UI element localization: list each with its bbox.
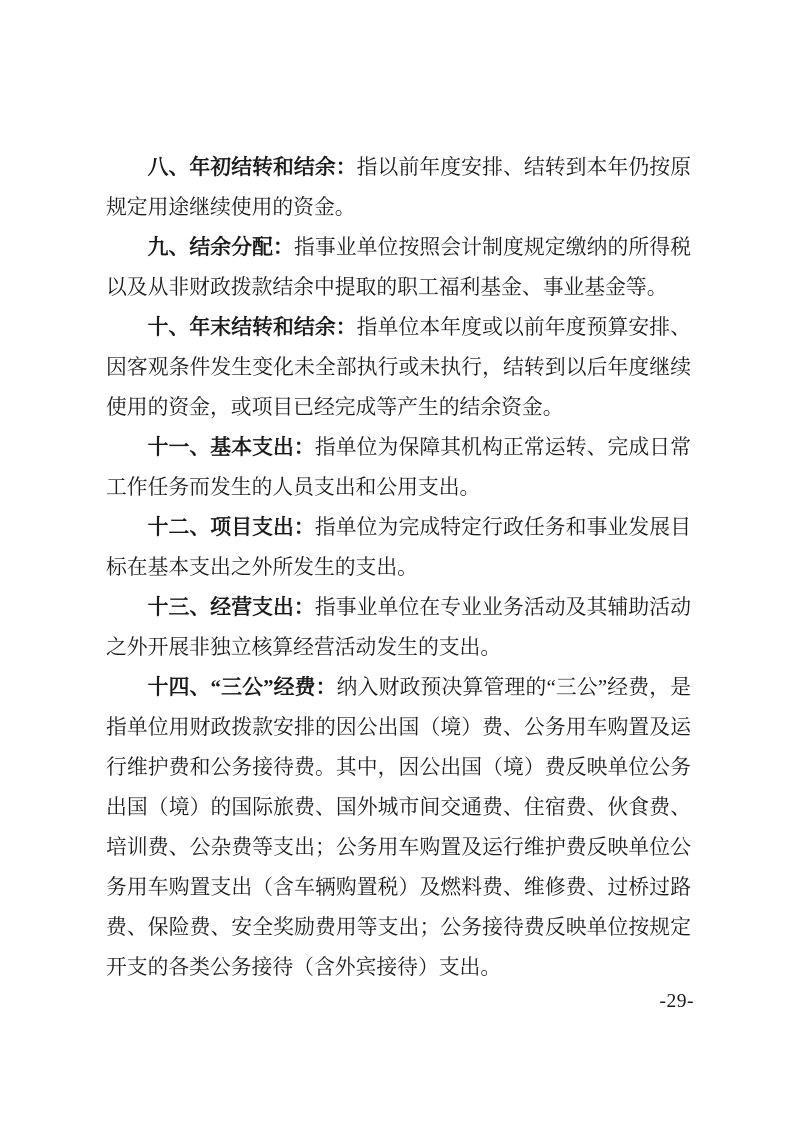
definition-paragraph [106,428,691,508]
document-body [106,148,691,988]
definition-paragraph [106,668,691,988]
definition-text: 指单位为完成特定行政任务和事业发展目标在基本支出之外所发生的支出。 [106,516,691,579]
definition-paragraph [106,588,691,668]
term-label: 十三、经营支出： [147,596,315,619]
definition-paragraph [106,148,691,228]
term-label: 八、年初结转和结余： [147,156,357,179]
term-label: 十四、“三公”经费： [147,676,337,699]
definition-paragraph [106,308,691,428]
term-label: 九、结余分配： [147,236,294,259]
definition-text: 指以前年度安排、结转到本年仍按原规定用途继续使用的资金。 [106,156,692,219]
term-label: 十一、基本支出： [147,436,315,459]
definition-text: 指单位为保障其机构正常运转、完成日常工作任务而发生的人员支出和公用支出。 [106,436,691,499]
term-label: 十二、项目支出： [147,516,315,539]
term-label: 十、年末结转和结余： [147,316,357,339]
definition-paragraph [106,228,691,308]
definition-text: 指单位本年度或以前年度预算安排、因客观条件发生变化未全部执行或未执行，结转到以后年度继续使用的资金，或项目已经完成等产生的结余资金。 [106,316,692,419]
definition-text: 指事业单位按照会计制度规定缴纳的所得税以及从非财政拨款结余中提取的职工福利基金、事业基金等。 [106,236,692,299]
definition-text: 指事业单位在专业业务活动及其辅助活动之外开展非独立核算经营活动发生的支出。 [106,596,691,659]
definition-paragraph [106,508,691,588]
page-number: -29- [659,991,694,1012]
definition-text: 纳入财政预决算管理的“三公”经费，是指单位用财政拨款安排的因公出国（境）费、公务用车购置及运行维护费和公务接待费。其中，因公出国（境）费反映单位公务出国（境）的国际旅费、国外城市间交通费、住宿费、伙食费、培训费、公杂费等支出；公务用车购置及运行维护费反映单位公务用车购置支出（含车辆购置税）及燃料费、维修费、过桥过路费、保险费、安全奖励费用等支出；公务接待费反映单位按规定开支的各类公务接待（含外宾接待）支出。 [106,676,691,979]
